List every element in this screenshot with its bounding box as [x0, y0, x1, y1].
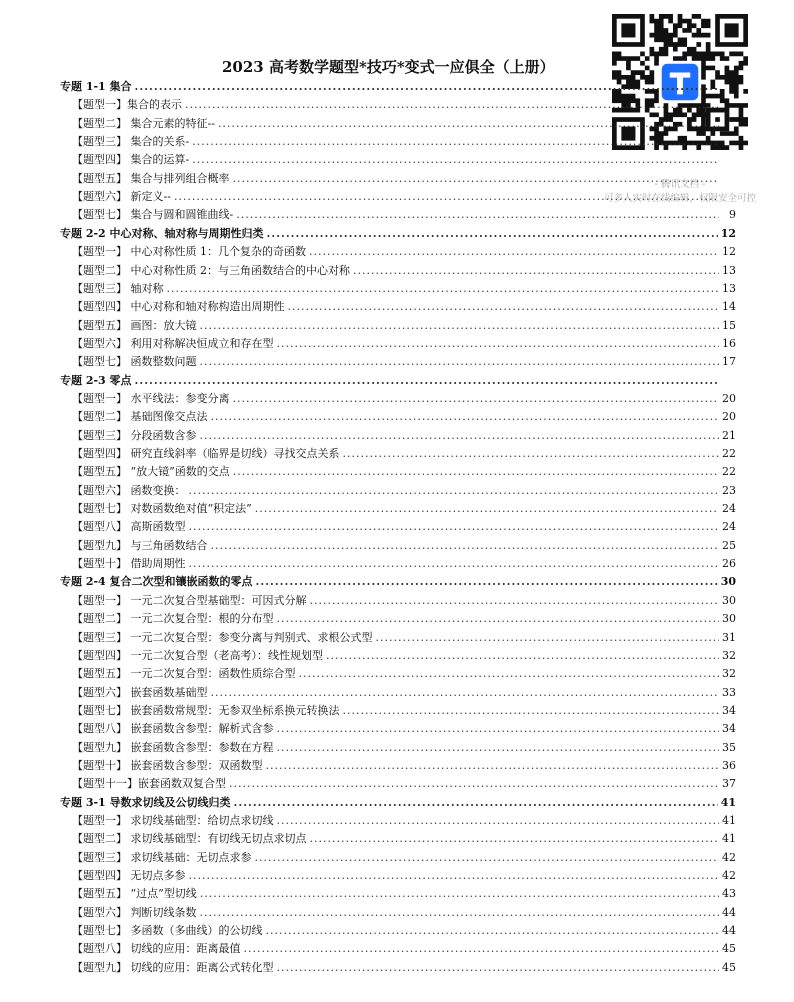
toc-section-heading[interactable] — [60, 573, 736, 591]
toc-leader-dots — [200, 885, 719, 903]
qr-caption-tagline: 可多人实时在线编辑，权限安全可控 — [603, 193, 756, 204]
toc-label: 【题型三】 一元二次复合型：参变分离与判别式、求根公式型 — [72, 630, 373, 644]
toc-page-number: 24 — [722, 502, 736, 516]
toc-entry[interactable] — [72, 427, 736, 445]
toc-page-number: 41 — [720, 795, 736, 809]
toc-leader-dots — [135, 372, 719, 390]
toc-entry[interactable] — [72, 317, 736, 335]
toc-leader-dots — [376, 629, 720, 647]
toc-page-number: 45 — [722, 942, 736, 956]
toc-leader-dots — [266, 757, 720, 775]
toc-leader-dots — [288, 298, 720, 316]
toc-label: 【题型五】 集合与排列组合概率 — [72, 171, 230, 185]
toc-label: 【题型一】 水平线法：参变分离 — [72, 391, 230, 405]
toc-leader-dots — [189, 482, 720, 500]
toc-label: 【题型四】 研究直线斜率（临界是切线）寻找交点关系 — [72, 447, 340, 460]
toc-entry[interactable] — [72, 592, 736, 610]
toc-label: 专题 2-3 零点 — [60, 373, 132, 387]
toc-entry[interactable] — [72, 463, 736, 481]
toc-label: 【题型四】 中心对称和轴对称构造出周期性 — [72, 300, 285, 314]
toc-page-number: 30 — [722, 593, 736, 607]
toc-entry[interactable] — [72, 812, 736, 830]
toc-label: 【题型四】 一元二次复合型（老高考）：线性规划型 — [72, 648, 323, 662]
toc-leader-dots — [299, 665, 720, 683]
toc-label: 【题型二】 一元二次复合型：根的分布型 — [72, 612, 274, 626]
qr-caption-brand: - 腾讯文档 - — [654, 179, 706, 190]
toc-leader-dots — [189, 867, 720, 885]
toc-entry[interactable] — [72, 115, 736, 133]
toc-page-number: 16 — [722, 336, 736, 350]
toc-entry[interactable] — [72, 555, 736, 573]
toc-leader-dots — [211, 684, 720, 702]
toc-label: 【题型七】 对数函数绝对值“积定法” — [72, 502, 252, 516]
toc-page-number: 22 — [722, 465, 736, 479]
toc-entry[interactable] — [72, 518, 736, 536]
toc-section-heading[interactable] — [60, 225, 736, 243]
toc-page-number: 12 — [722, 245, 736, 259]
toc-label: 【题型九】 切线的应用：距离公式转化型 — [72, 960, 274, 974]
toc-leader-dots — [189, 555, 720, 573]
toc-leader-dots — [200, 317, 720, 335]
toc-leader-dots — [266, 922, 720, 940]
toc-page-number: 31 — [722, 630, 736, 644]
toc-leader-dots — [277, 959, 720, 977]
toc-label: 【题型六】 新定义-- — [72, 190, 171, 204]
toc-label: 【题型二】 中心对称性质 2：与三角函数结合的中心对称 — [72, 263, 350, 277]
toc-page-number: 26 — [722, 557, 736, 571]
toc-page-number: 14 — [722, 300, 736, 314]
toc-leader-dots — [255, 849, 720, 867]
toc-page-number: 25 — [722, 538, 736, 552]
toc-label: 【题型十】 借助周期性 — [72, 557, 186, 571]
toc-entry[interactable] — [72, 188, 736, 206]
toc-label: 【题型六】 利用对称解决恒成立和存在型 — [72, 336, 274, 350]
toc-entry[interactable] — [72, 629, 736, 647]
toc-entry[interactable] — [72, 720, 736, 738]
toc-entry[interactable] — [72, 904, 736, 922]
toc-entry[interactable] — [72, 665, 736, 683]
toc-page-number: 12 — [720, 226, 736, 240]
toc-leader-dots — [135, 78, 719, 96]
toc-leader-dots — [211, 537, 720, 555]
toc-leader-dots — [255, 500, 719, 518]
toc-entry[interactable] — [72, 482, 736, 500]
toc-entry[interactable] — [72, 684, 736, 702]
toc-page-number: 17 — [722, 355, 736, 369]
toc-leader-dots — [234, 794, 718, 812]
toc-page-number: 42 — [722, 850, 736, 864]
toc-leader-dots — [192, 133, 719, 151]
toc-page-number: 35 — [722, 740, 736, 754]
toc-entry[interactable] — [72, 262, 736, 280]
toc-page-number: 44 — [722, 924, 736, 938]
toc-label: 【题型七】 多函数（多曲线）的公切线 — [72, 924, 263, 938]
toc-label: 【题型五】 “过点”型切线 — [72, 887, 197, 901]
toc-page-number: 30 — [720, 575, 736, 589]
toc-leader-dots — [277, 720, 720, 738]
toc-label: 【题型一】 求切线基础型：给切点求切线 — [72, 814, 274, 827]
toc-entry[interactable] — [72, 390, 736, 408]
toc-label: 专题 2-2 中心对称、轴对称与周期性归类 — [60, 226, 264, 240]
toc-label: 【题型七】 嵌套函数常规型：无参双坐标系换元转换法 — [72, 703, 340, 717]
toc-entry[interactable] — [72, 830, 736, 848]
toc-leader-dots — [236, 206, 719, 224]
toc-leader-dots — [343, 702, 720, 720]
toc-entry[interactable] — [72, 243, 736, 261]
toc-entry[interactable] — [72, 280, 736, 298]
toc-leader-dots — [185, 96, 719, 114]
toc-page-number: 36 — [722, 758, 736, 772]
toc-entry[interactable] — [72, 335, 736, 353]
toc-entry[interactable] — [72, 775, 736, 793]
toc-section-heading[interactable] — [60, 78, 736, 96]
toc-page-number: 34 — [722, 703, 736, 717]
toc-leader-dots — [233, 170, 720, 188]
toc-leader-dots — [200, 427, 720, 445]
toc-page-number: 22 — [722, 447, 736, 460]
toc-leader-dots — [229, 775, 719, 793]
toc-entry[interactable] — [72, 133, 736, 151]
toc-label: 【题型六】 函数变换： — [72, 483, 186, 497]
toc-page-number: 42 — [722, 869, 736, 883]
toc-entry[interactable] — [72, 940, 736, 958]
document-title: 2023 高考数学题型*技巧*变式一应俱全（上册） — [222, 58, 555, 76]
toc-label: 【题型十一】嵌套函数双复合型 — [72, 777, 226, 791]
toc-entry[interactable] — [72, 757, 736, 775]
toc-leader-dots — [277, 739, 720, 757]
toc-label: 【题型三】 轴对称 — [72, 281, 164, 295]
toc-label: 【题型九】 与三角函数结合 — [72, 538, 208, 552]
toc-page-number: 9 — [729, 208, 736, 222]
toc-leader-dots — [167, 280, 720, 298]
toc-entry[interactable] — [72, 647, 736, 665]
toc-label: 【题型三】 求切线基础：无切点求参 — [72, 850, 252, 864]
toc-page-number: 20 — [722, 391, 736, 405]
toc-entry[interactable] — [72, 170, 736, 188]
toc-label: 【题型八】 高斯函数型 — [72, 520, 186, 534]
toc-page-number: 41 — [722, 832, 736, 846]
toc-entry[interactable] — [72, 959, 736, 977]
toc-label: 【题型三】 集合的关系- — [72, 135, 190, 149]
toc-entry[interactable] — [72, 610, 736, 628]
toc-page-number: 15 — [722, 318, 736, 332]
toc-entry[interactable] — [72, 922, 736, 940]
toc-label: 【题型八】 嵌套函数含参型：解析式含参 — [72, 722, 274, 736]
toc-label: 【题型四】 无切点多参 — [72, 869, 186, 883]
toc-leader-dots — [343, 445, 720, 463]
toc-label: 【题型二】 求切线基础型：有切线无切点求切点 — [72, 832, 307, 846]
toc-label: 【题型二】 基础图像交点法 — [72, 410, 208, 424]
toc-leader-dots — [233, 463, 719, 481]
toc-leader-dots — [189, 518, 720, 536]
toc-leader-dots — [233, 390, 720, 408]
toc-page-number: 33 — [722, 685, 736, 699]
toc-entry[interactable] — [72, 849, 736, 867]
toc-label: 【题型四】 集合的运算- — [72, 153, 190, 167]
toc-page-number: 37 — [722, 777, 736, 791]
toc-entry[interactable] — [72, 298, 736, 316]
toc-label: 【题型九】 嵌套函数含参型：参数在方程 — [72, 740, 274, 754]
toc-entry[interactable] — [72, 408, 736, 426]
toc-page-number: 32 — [722, 648, 736, 662]
toc-page-number: 45 — [722, 960, 736, 974]
toc-leader-dots — [277, 610, 720, 628]
toc-label: 【题型一】集合的表示 — [72, 98, 182, 112]
toc-label: 【题型六】 判断切线条数 — [72, 905, 197, 919]
toc-label: 【题型五】 画图：放大镜 — [72, 318, 197, 332]
toc-page-number: 32 — [722, 667, 736, 681]
toc-entry[interactable] — [72, 206, 736, 224]
toc-page-number: 20 — [722, 410, 736, 424]
toc-label: 【题型八】 切线的应用：距离最值 — [72, 942, 241, 956]
toc-label: 【题型五】 一元二次复合型：函数性质综合型 — [72, 667, 296, 681]
toc-entry[interactable] — [72, 739, 736, 757]
toc-page-number: 13 — [722, 263, 736, 277]
toc-entry[interactable] — [72, 867, 736, 885]
toc-section-heading[interactable] — [60, 372, 736, 390]
toc-entry[interactable] — [72, 96, 736, 114]
toc-entry[interactable] — [72, 885, 736, 903]
toc-label: 专题 3-1 导数求切线及公切线归类 — [60, 795, 231, 809]
toc-leader-dots — [200, 904, 720, 922]
toc-leader-dots — [310, 592, 720, 610]
toc-label: 【题型二】 集合元素的特征-- — [72, 116, 215, 130]
toc-label: 专题 2-4 复合二次型和镶嵌函数的零点 — [60, 575, 253, 589]
toc-leader-dots — [192, 151, 719, 169]
toc-entry[interactable] — [72, 445, 736, 463]
toc-leader-dots — [267, 225, 718, 243]
toc-entry[interactable] — [72, 702, 736, 720]
toc-entry[interactable] — [72, 500, 736, 518]
toc-label: 【题型一】 一元二次复合型基础型：可因式分解 — [72, 593, 307, 607]
toc-leader-dots — [256, 573, 718, 591]
toc-page-number: 43 — [722, 887, 736, 901]
toc-label: 【题型三】 分段函数含参 — [72, 428, 197, 442]
toc-label: 【题型七】 函数整数问题 — [72, 355, 197, 369]
toc-leader-dots — [277, 335, 720, 353]
toc-page-number: 41 — [722, 814, 736, 827]
toc-page-number: 21 — [722, 428, 736, 442]
toc-leader-dots — [326, 647, 719, 665]
toc-page-number: 23 — [722, 483, 736, 497]
toc-label: 【题型十】 嵌套函数含参型：双函数型 — [72, 758, 263, 772]
toc-leader-dots — [309, 243, 719, 261]
toc-leader-dots — [218, 115, 719, 133]
toc-page-number: 30 — [722, 612, 736, 626]
toc-page-number: 13 — [722, 281, 736, 295]
toc-label: 专题 1-1 集合 — [60, 80, 132, 93]
toc-leader-dots — [353, 262, 719, 280]
toc-page-number: 34 — [722, 722, 736, 736]
toc-leader-dots — [277, 812, 720, 830]
toc-section-heading[interactable] — [60, 794, 736, 812]
toc-page-number: 24 — [722, 520, 736, 534]
toc-leader-dots — [310, 830, 720, 848]
toc-entry[interactable] — [72, 537, 736, 555]
toc-entry[interactable] — [72, 151, 736, 169]
toc-label: 【题型六】 嵌套函数基础型 — [72, 685, 208, 699]
toc-label: 【题型一】 中心对称性质 1：几个复杂的奇函数 — [72, 245, 306, 259]
toc-entry[interactable] — [72, 353, 736, 371]
toc-leader-dots — [174, 188, 719, 206]
toc-label: 【题型七】 集合与圆和圆锥曲线- — [72, 208, 234, 222]
toc-leader-dots — [200, 353, 720, 371]
toc-page-number: 44 — [722, 905, 736, 919]
toc-label: 【题型五】 “放大镜”函数的交点 — [72, 465, 230, 479]
toc-leader-dots — [244, 940, 720, 958]
toc-leader-dots — [211, 408, 720, 426]
